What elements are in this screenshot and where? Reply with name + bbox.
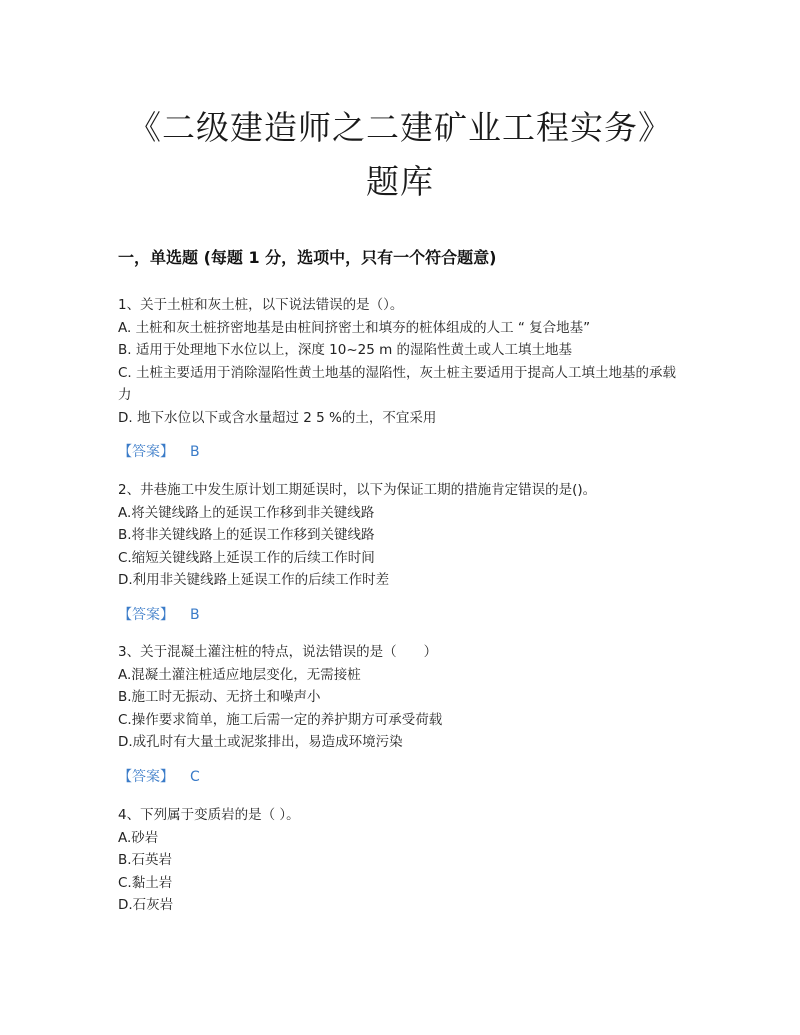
answer-3 xyxy=(118,766,200,788)
option-d: D.利用非关键线路上延误工作的后续工作时差 xyxy=(118,572,390,588)
question-3 xyxy=(118,641,688,754)
answer-1 xyxy=(118,441,200,463)
option-a: A.砂岩 xyxy=(118,829,159,846)
option-b: B.石英岩 xyxy=(118,852,173,868)
option-c: C.黏土岩 xyxy=(118,874,173,891)
option-a: A.混凝土灌注桩适应地层变化，无需接桩 xyxy=(118,666,361,683)
answer-value: C xyxy=(190,769,200,785)
answer-label: 【答案】 xyxy=(118,607,174,623)
question-stem: 2、井巷施工中发生原计划工期延误时，以下为保证工期的措施肯定错误的是()。 xyxy=(118,482,597,498)
option-b: B.将非关键线路上的延误工作移到关键线路 xyxy=(118,527,375,543)
question-1 xyxy=(118,294,688,429)
document-subtitle: 题库 xyxy=(366,162,434,201)
option-a: A. 土桩和灰土桩挤密地基是由桩间挤密土和填夯的桩体组成的人工 “ 复合地基” xyxy=(118,319,591,336)
question-stem: 3、关于混凝土灌注桩的特点，说法错误的是（ ） xyxy=(118,644,438,660)
option-b: B. 适用于处理地下水位以上，深度 10~25 m 的湿陷性黄土或人工填土地基 xyxy=(118,342,573,358)
answer-label: 【答案】 xyxy=(118,444,174,460)
question-2 xyxy=(118,479,688,592)
question-stem: 1、关于土桩和灰土桩，以下说法错误的是（）。 xyxy=(118,297,404,313)
answer-value: B xyxy=(190,444,200,460)
question-4 xyxy=(118,804,688,917)
option-d: D.成孔时有大量土或泥浆排出，易造成环境污染 xyxy=(118,734,403,750)
option-d: D.石灰岩 xyxy=(118,897,174,913)
answer-label: 【答案】 xyxy=(118,769,174,785)
question-stem: 4、下列属于变质岩的是（ ）。 xyxy=(118,807,300,823)
option-c: C.缩短关键线路上延误工作的后续工作时间 xyxy=(118,549,375,566)
option-c: C. 土桩主要适用于消除湿陷性黄土地基的湿陷性，灰土桩主要适用于提高人工填土地基的承载力 xyxy=(118,364,677,403)
section-heading: 一，单选题 (每题 1 分，选项中，只有一个符合题意) xyxy=(118,248,497,267)
option-d: D. 地下水位以下或含水量超过 2 5 %的土，不宜采用 xyxy=(118,409,437,426)
option-b: B.施工时无振动、无挤土和噪声小 xyxy=(118,689,321,705)
option-a: A.将关键线路上的延误工作移到非关键线路 xyxy=(118,504,375,521)
answer-value: B xyxy=(190,607,200,623)
answer-2 xyxy=(118,604,200,626)
option-c: C.操作要求简单，施工后需一定的养护期方可承受荷载 xyxy=(118,711,443,728)
document-title: 《二级建造师之二建矿业工程实务》 xyxy=(128,108,672,147)
